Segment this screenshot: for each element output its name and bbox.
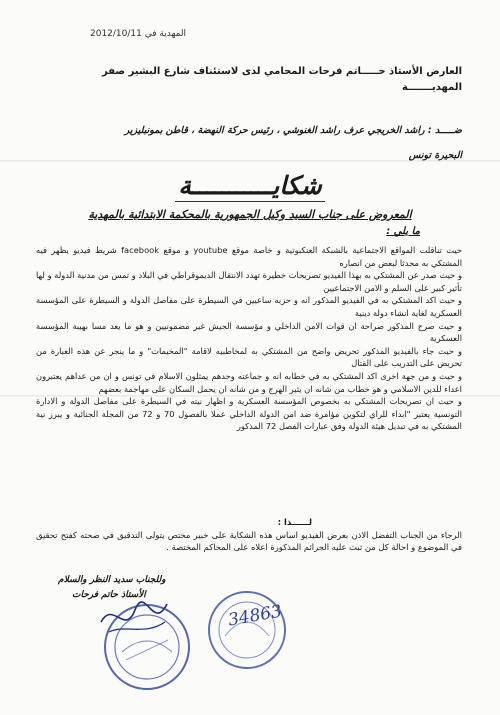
closing-section bbox=[36, 516, 462, 554]
signature-salutation: وللجناب سديد النظر والسلام bbox=[58, 575, 166, 585]
body-paragraph: حيث تناقلت المواقع الاجتماعية بالشبكة العنكبوتية و خاصة موقع youtube و موقع facebook شريط فيديو يظهر فيه المشتكي به محدثا لبعض من انصاره bbox=[36, 245, 463, 268]
body-paragraph: و حيث اكد المشتكي به في الفيديو المذكور انه و حزبه ساعيين في السيطرة على مفاصل الدولة و السيطرة على المؤسسة العسكرية لغاية انشاء دولة دينية bbox=[36, 295, 462, 318]
body-paragraph: و حيث و من جهة اخرى اكد المشتكي به في خطابه انه و جماعته وحدهم يمثلون الاسلام في تونس و ان من عداهم يعتبرون اعداء للدين الاسلامي و هو خطاب من شانه ان يثير الهرج و من شانه ان يحمل السكان على مهاجمة بعضهم bbox=[36, 370, 462, 394]
complaint-body bbox=[36, 244, 462, 433]
body-paragraph: و حيث صرح المذكور صراحة ان قوات الامن الداخلي و مؤسسة الجيش غير مضمونيين و هو ما يعد مسا بهيبة المؤسسة العسكرية bbox=[36, 320, 462, 344]
document-date: المهدية في 2012/10/11 bbox=[90, 29, 187, 39]
lawyer-seal-stamp bbox=[100, 600, 195, 695]
court-receipt-stamp bbox=[205, 588, 290, 673]
closing-heading: لــــــذا : bbox=[277, 517, 312, 527]
body-paragraph: و حيث ان تصريحات المشتكي به بخصوص المؤسسة العسكرية و اظهار نيته في السيطرة على مفاصل الدولة و الادارة التونسية يعتبر "ابداء للراي لتكوين مؤامرة ضد امن الدولة الداخلي عملا بالفصول 70 و 72 من المجلة الجنائية و يبرز نية المشتكي به في تبديل هيئة الدولة وفق عبارات الفصل 72 المذكور bbox=[36, 396, 462, 432]
document-subtitle-intro: ما يلي : bbox=[386, 226, 420, 237]
document-subtitle: المعروض على جناب السيد وكيل الجمهورية بالمحكمة الابتدائية بالمهدية bbox=[88, 208, 412, 221]
defendant-address: البحيرة تونس bbox=[408, 150, 462, 161]
title-underline bbox=[175, 201, 325, 202]
closing-text: الرجاء من الجناب التفضل الاذن بعرض الفيديو اساس هذه الشكاية على خبير مختص يتولى التدقيق في صحته كفتح تحقيق في الموضوع و احالة كل من ثبت عليه الجرائم المذكورة اعلاه على المحاكم المختصة . bbox=[36, 529, 462, 553]
body-paragraph: و حيث صدر عن المشتكي به بهذا الفيديو تصريحات خطيرة تهدد الانتقال الديموقراطي في البلاد و تمس من مدنية الدولة و لها تأثير كبير على السلم و الامن الاجتماعيين bbox=[36, 270, 462, 293]
signature-name: الأستاذ حاتم فرحات bbox=[72, 590, 146, 600]
document-title: شكايـــــــــــة bbox=[178, 171, 322, 200]
body-paragraph: و حيث جاء بالفيديو المذكور تحريض واضح من المشتكي به لمخاطبيه لاقامة "المخيمات" و ما ينجر عن هذه العبارة من تحريض على التدريب على القتال bbox=[36, 345, 462, 369]
complainant-city: المهديـــــــة bbox=[401, 82, 462, 93]
stamp-number: 34863 bbox=[226, 601, 284, 631]
complainant-line: العارض الأستاذ حـــــاتم فرحات المحامي لدى لاستئناف شارع البشير صفر bbox=[102, 66, 462, 77]
defendant-line: ضـــــد : راشد الخريجي عرف راشد الغنوشي ، رئيس حركة النهضة ، قاطن بمونبليزير bbox=[124, 125, 462, 136]
